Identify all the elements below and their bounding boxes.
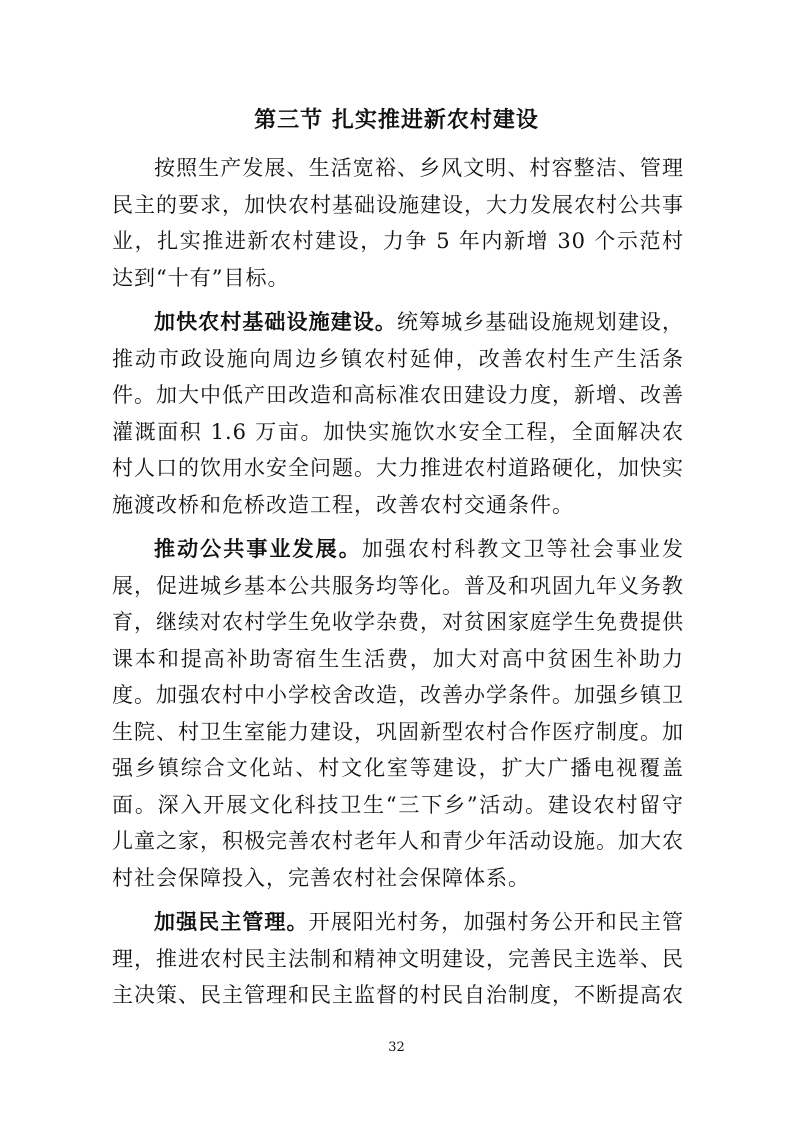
paragraph-infrastructure — [112, 304, 684, 523]
paragraph-heading: 加强民主管理。 — [154, 910, 309, 934]
paragraph-public-services — [112, 531, 684, 896]
paragraph-text: 统筹城乡基础设施规划建设，推动市政设施向周边乡镇农村延伸，改善农村生产生活条件。加大中低产田改造和高标准农田建设力度，新增、改善灌溉面积 1.6 万亩。加快实施饮水安全工程，全面解决农村人口的饮用水安全问题。大力推进农村道路硬化，加快实施渡改桥和危桥改造工程，改善农村交通条件。 — [112, 310, 685, 517]
document-body — [112, 150, 684, 1014]
paragraph-text: 加强农村科教文卫等社会事业发展，促进城乡基本公共服务均等化。普及和巩固九年义务教育，继续对农村学生免收学杂费，对贫困家庭学生免费提供课本和提高补助寄宿生生活费，加大对高中贫困生补助力度。加强农村中小学校舍改造，改善办学条件。加强乡镇卫生院、村卫生室能力建设，巩固新型农村合作医疗制度。加强乡镇综合文化站、村文化室等建设，扩大广播电视覆盖面。深入开展文化科技卫生“三下乡”活动。建设农村留守儿童之家，积极完善农村老年人和青少年活动设施。加大农村社会保障投入，完善农村社会保障体系。 — [112, 537, 685, 890]
section-title: 第三节 扎实推进新农村建设 — [254, 108, 539, 133]
paragraph-intro — [112, 150, 684, 296]
page-number: 32 — [388, 1040, 405, 1055]
paragraph-text: 开展阳光村务，加强村务公开和民主管理，推进农村民主法制和精神文明建设，完善民主选举、民主决策、民主管理和民主监督的村民自治制度，不断提高农 — [112, 910, 684, 1007]
paragraph-heading: 加快农村基础设施建设。 — [154, 310, 397, 334]
paragraph-heading: 推动公共事业发展。 — [154, 537, 362, 561]
paragraph-text: 按照生产发展、生活宽裕、乡风文明、村容整洁、管理民主的要求，加快农村基础设施建设，大力发展农村公共事业，扎实推进新农村建设，力争 5 年内新增 30 个示范村达到“十有”目标。 — [112, 156, 684, 290]
paragraph-democratic-management — [112, 904, 684, 1014]
